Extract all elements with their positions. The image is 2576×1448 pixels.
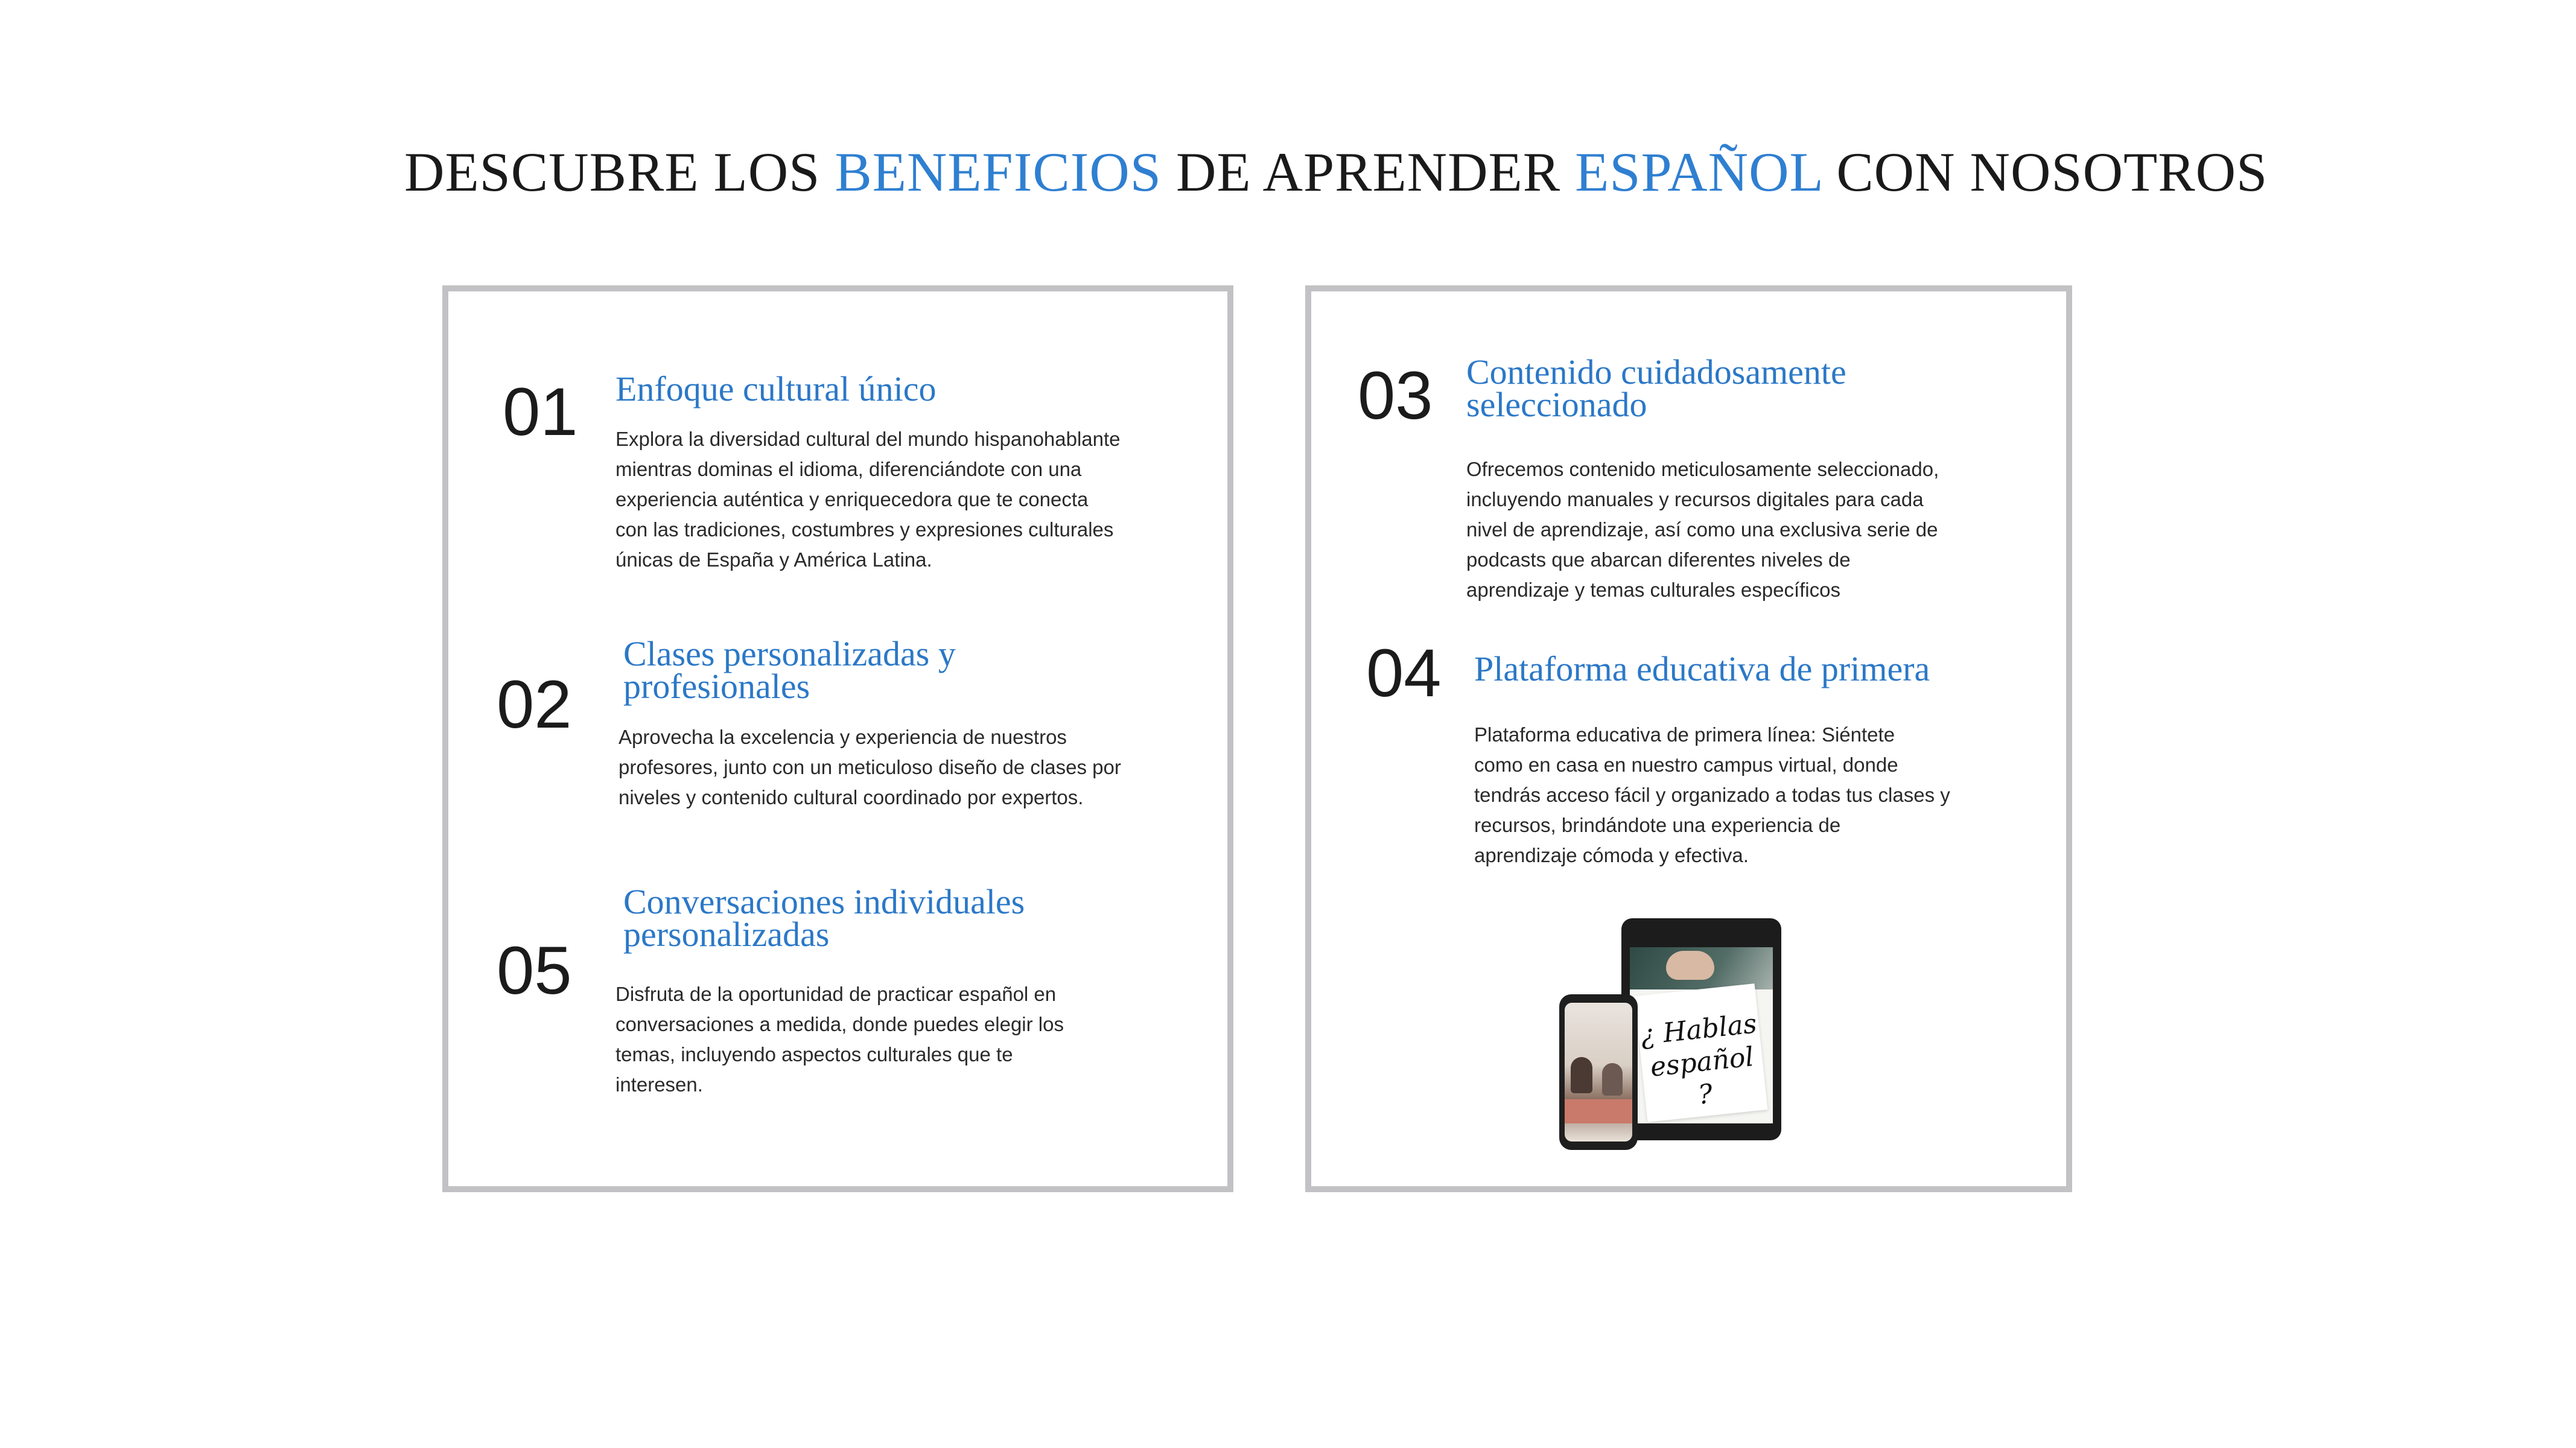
benefit-description-05 [615, 979, 1064, 1100]
smartphone-icon [1559, 994, 1638, 1150]
benefit-heading-01 [615, 369, 937, 408]
phone-screen-image [1565, 1003, 1632, 1142]
desc-line: incluyendo manuales y recursos digitales para cada [1466, 488, 1924, 510]
benefit-heading-04 [1474, 649, 1930, 688]
desc-line: mientras dominas el idioma, diferenciándote con una [615, 458, 1082, 480]
benefit-number-03: 03 [1358, 358, 1433, 433]
benefit-number-04: 04 [1366, 635, 1442, 711]
benefit-heading-04-line1: Plataforma educativa de primera [1474, 649, 1930, 688]
desc-line: recursos, brindándote una experiencia de [1474, 814, 1841, 836]
benefit-heading-05-line2: personalizadas [623, 915, 830, 954]
person-graphic [1602, 1063, 1623, 1096]
desc-line: aprendizaje y temas culturales específicos [1466, 579, 1840, 601]
benefit-heading-02-line2: profesionales [623, 667, 810, 706]
title-part3: CON NOSOTROS [1822, 141, 2268, 203]
benefit-heading-05 [623, 882, 1025, 954]
desc-line: profesores, junto con un meticuloso diseño de clases por [619, 756, 1121, 778]
desc-line: aprendizaje cómoda y efectiva. [1474, 844, 1749, 866]
hand-graphic [1666, 951, 1714, 980]
desc-line: experiencia auténtica y enriquecedora que te conecta [615, 488, 1089, 510]
desc-line: podcasts que abarcan diferentes niveles de [1466, 548, 1851, 571]
table-graphic [1565, 1099, 1632, 1123]
title-part1: DESCUBRE LOS [404, 141, 835, 203]
tablet-icon [1621, 918, 1781, 1140]
benefit-description-04 [1474, 720, 1950, 871]
hablas-espanol-sign [1635, 983, 1768, 1122]
benefit-heading-03 [1466, 352, 1846, 424]
desc-line: conversaciones a medida, donde puedes elegir los [615, 1013, 1064, 1035]
title-part2: DE APRENDER [1161, 141, 1576, 203]
benefit-heading-01-line1: Enfoque cultural único [615, 369, 937, 408]
desc-line: Aprovecha la excelencia y experiencia de nuestros [619, 726, 1067, 748]
desc-line: nivel de aprendizaje, así como una exclusiva serie de [1466, 518, 1938, 541]
desc-line: Plataforma educativa de primera línea: Siéntete [1474, 723, 1895, 746]
benefit-description-01 [615, 424, 1121, 575]
sign-line2: español ? [1649, 1041, 1755, 1111]
benefit-heading-03-line1: Contenido cuidadosamente [1466, 352, 1846, 392]
sign-line1: ¿ Hablas [1639, 1008, 1758, 1052]
benefit-number-02: 02 [497, 667, 572, 742]
desc-line: tendrás acceso fácil y organizado a todas tus clases y [1474, 784, 1950, 806]
desc-line: Explora la diversidad cultural del mundo hispanohablante [615, 428, 1121, 450]
benefit-heading-02 [623, 634, 956, 706]
person-graphic [1571, 1057, 1592, 1093]
benefit-description-03 [1466, 454, 1939, 605]
tablet-screen-image [1630, 947, 1773, 1123]
benefit-description-02 [619, 722, 1121, 813]
desc-line: Disfruta de la oportunidad de practicar español en [615, 983, 1057, 1005]
desc-line: temas, incluyendo aspectos culturales que te [615, 1043, 1013, 1065]
desc-line: como en casa en nuestro campus virtual, donde [1474, 754, 1898, 776]
desc-line: interesen. [615, 1073, 703, 1096]
benefit-heading-02-line1: Clases personalizadas y [623, 634, 956, 673]
page-title [404, 140, 2268, 204]
benefit-heading-03-line2: seleccionado [1466, 385, 1647, 424]
desc-line: únicas de España y América Latina. [615, 548, 932, 571]
title-accent-spanish: ESPAÑOL [1575, 141, 1822, 203]
benefit-number-05: 05 [497, 933, 572, 1008]
sign-text [1637, 1008, 1767, 1117]
desc-line: con las tradiciones, costumbres y expresiones culturales [615, 518, 1114, 541]
benefit-heading-05-line1: Conversaciones individuales [623, 882, 1025, 921]
benefit-number-01: 01 [503, 374, 578, 449]
title-accent-benefits: BENEFICIOS [835, 141, 1162, 203]
desc-line: niveles y contenido cultural coordinado por expertos. [619, 786, 1084, 808]
desc-line: Ofrecemos contenido meticulosamente seleccionado, [1466, 458, 1939, 480]
